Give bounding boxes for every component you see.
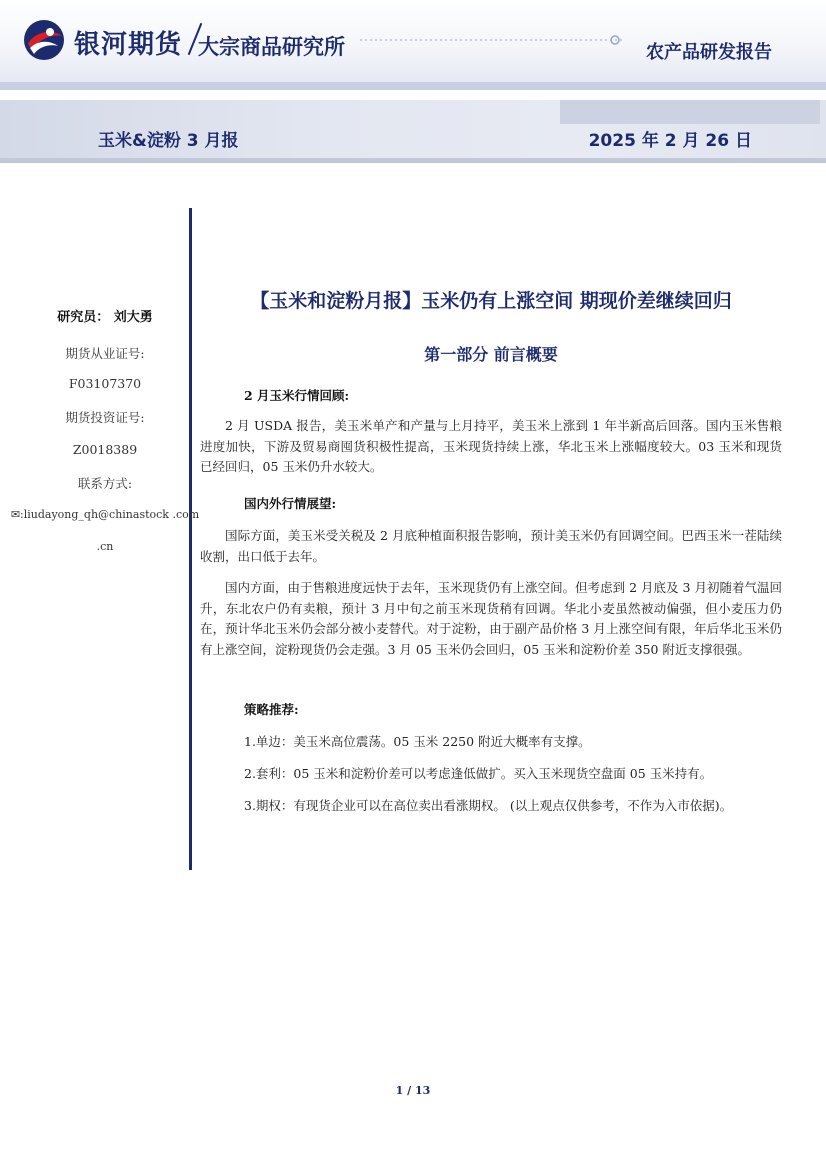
title-band-divider	[0, 158, 826, 163]
email-address[interactable]: ✉:liudayong_qh@chinastock .com	[10, 508, 200, 521]
title-band-accent	[560, 100, 820, 124]
brand-name: 银河期货	[74, 30, 183, 60]
galaxy-logo-icon	[22, 18, 66, 62]
contact-label: 联系方式:	[77, 476, 133, 491]
futures-cert: F03107370	[68, 376, 142, 391]
invest-cert: Z0018389	[72, 442, 138, 457]
futures-cert-label: 期货从业证号:	[65, 346, 145, 361]
page-number: 1 / 13	[395, 1084, 431, 1097]
outlook-heading: 国内外行情展望:	[244, 496, 337, 511]
strategy-heading: 策略推荐:	[244, 702, 299, 717]
header-decoration	[360, 30, 630, 50]
review-heading: 2 月玉米行情回顾:	[244, 388, 350, 403]
outlook-paragraph-intl: 国际方面，美玉米受关税及 2 月底种植面积报告影响，预计美玉米仍有回调空间。巴西玉米一茬陆续收割，出口低于去年。	[200, 528, 782, 564]
report-name: 玉米&淀粉 3 月报	[98, 131, 239, 151]
document-title: 【玉米和淀粉月报】玉米仍有上涨空间 期现价差继续回归	[250, 290, 732, 312]
invest-cert-label: 期货投资证号:	[65, 410, 145, 425]
institute-name: 大宗商品研究所	[198, 35, 345, 59]
report-type: 农产品研发报告	[646, 42, 772, 63]
section-title: 第一部分 前言概要	[424, 345, 558, 364]
researcher-name: 研究员： 刘大勇	[57, 310, 153, 325]
strategy-options: 3.期权：有现货企业可以在高位卖出看涨期权。 (以上观点仅供参考，不作为入市依据)。	[244, 798, 733, 813]
outlook-paragraph-domestic: 国内方面，由于售粮进度远快于去年，玉米现货仍有上涨空间。但考虑到 2 月底及 3 月初随着气温回升，东北农户仍有卖粮，预计 3 月中旬之前玉米现货稍有回调。华北小麦虽然被动偏强，但小麦压力仍在，预计华北玉米仍会部分被小麦替代。对于淀粉，由于副产品价格 3 月上涨空间有限，年后华北玉米仍有上涨空间，淀粉现货仍会走强。3 月 05 玉米仍会回归，05 玉米和淀粉价差 350 附近支撑很强。	[200, 580, 782, 657]
header-divider	[0, 82, 826, 90]
email-address-cont[interactable]: .cn	[96, 540, 114, 553]
review-paragraph: 2 月 USDA 报告，美玉米单产和产量与上月持平，美玉米上涨到 1 年半新高后回落。国内玉米售粮进度加快，下游及贸易商囤货积极性提高，玉米现货持续上涨，华北玉米上涨幅度较大。03 玉米和现货已经回归，05 玉米仍升水较大。	[200, 418, 782, 474]
strategy-arbitrage: 2.套利：05 玉米和淀粉价差可以考虑逢低做扩。买入玉米现货空盘面 05 玉米持有。	[244, 766, 713, 781]
strategy-single: 1.单边：美玉米高位震荡。05 玉米 2250 附近大概率有支撑。	[244, 734, 591, 749]
report-date: 2025 年 2 月 26 日	[588, 131, 752, 151]
